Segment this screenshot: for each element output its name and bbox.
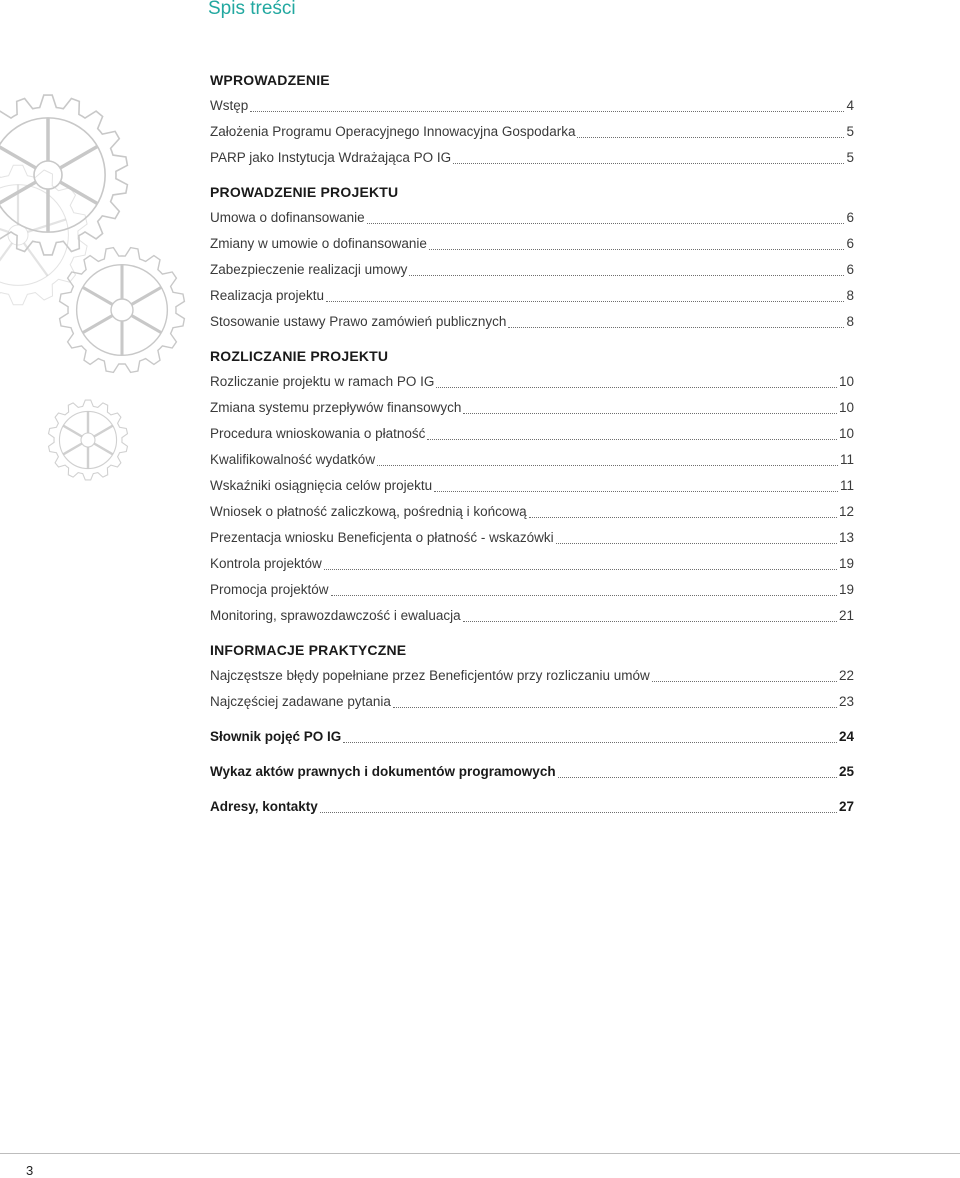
toc-entry-label: Promocja projektów [210,582,329,597]
toc-entry-page: 11 [839,452,854,467]
leader-dots [436,387,837,388]
leader-dots [463,621,837,622]
toc-entry[interactable] [210,372,854,398]
gear-icon [60,248,185,373]
toc-section [210,640,854,718]
leader-dots [367,223,845,224]
gear-icon [49,400,128,480]
toc-entry[interactable] [210,286,854,312]
toc-entry-label: Prezentacja wniosku Beneficjenta o płatność - wskazówki [210,530,554,545]
toc-entry-label: Założenia Programu Operacyjnego Innowacyjna Gospodarka [210,124,576,139]
leader-dots [652,681,837,682]
toc-entry-label: Kontrola projektów [210,556,322,571]
toc-entry-label: Umowa o dofinansowanie [210,210,365,225]
page-title: Spis treści [208,0,296,19]
footer-divider [0,1153,960,1154]
toc-entry-page: 13 [838,530,854,545]
toc-entry-page: 12 [838,504,854,519]
toc-entry[interactable] [210,122,854,148]
leader-dots [453,163,844,164]
toc-entry[interactable] [210,208,854,234]
toc-entry-page: 5 [846,124,854,139]
toc-entry[interactable] [210,692,854,718]
toc-entry-legal-acts[interactable] [210,762,854,788]
toc-entry-page: 27 [838,799,854,814]
toc-section [210,346,854,632]
leader-dots [427,439,837,440]
leader-dots [577,137,844,138]
leader-dots [343,742,837,743]
toc-entry[interactable] [210,260,854,286]
toc-entry-label: Realizacja projektu [210,288,325,303]
toc-entry-page: 25 [838,764,854,779]
toc-entry-page: 5 [846,150,854,165]
leader-dots [377,465,838,466]
section-heading: ROZLICZANIE PROJEKTU [210,348,389,364]
leader-dots [250,111,844,112]
leader-dots [558,777,837,778]
toc-entry-label: Stosowanie ustawy Prawo zamówień publicznych [210,314,507,329]
leader-dots [331,595,837,596]
toc-entry-page: 6 [846,262,854,277]
toc-entry-page: 4 [846,98,854,113]
toc-entry-label: Rozliczanie projektu w ramach PO IG [210,374,435,389]
toc-entry[interactable] [210,148,854,174]
toc-entry-label: Najczęściej zadawane pytania [210,694,391,709]
toc-section [210,70,854,174]
toc-entry-page: 10 [838,374,854,389]
toc-entry-page: 6 [846,236,854,251]
leader-dots [393,707,837,708]
section-heading: INFORMACJE PRAKTYCZNE [210,642,407,658]
leader-dots [326,301,844,302]
toc-entry-label: Zabezpieczenie realizacji umowy [210,262,408,277]
toc-entry-label: PARP jako Instytucja Wdrażająca PO IG [210,150,452,165]
leader-dots [409,275,844,276]
toc-entry-label: Kwalifikowalność wydatków [210,452,376,467]
toc-entry[interactable] [210,398,854,424]
toc-entry-label: Najczęstsze błędy popełniane przez Beneficjentów przy rozliczaniu umów [210,668,650,683]
table-of-contents [210,70,854,823]
toc-entry[interactable] [210,580,854,606]
toc-entry-label: Wykaz aktów prawnych i dokumentów programowych [210,764,556,779]
toc-entry[interactable] [210,312,854,338]
toc-entry-page: 22 [838,668,854,683]
toc-entry[interactable] [210,502,854,528]
toc-entry[interactable] [210,234,854,260]
toc-entry-label: Zmiany w umowie o dofinansowanie [210,236,427,251]
toc-entry-page: 21 [838,608,854,623]
toc-entry-page: 6 [846,210,854,225]
toc-entry-page: 10 [838,400,854,415]
section-heading: WPROWADZENIE [210,72,330,88]
toc-entry-page: 19 [838,556,854,571]
toc-section [210,182,854,338]
toc-entry-label: Słownik pojęć PO IG [210,729,342,744]
leader-dots [429,249,845,250]
gear-icon [0,95,127,255]
toc-entry[interactable] [210,450,854,476]
leader-dots [556,543,837,544]
toc-entry-page: 23 [838,694,854,709]
toc-entry-label: Wskaźniki osiągnięcia celów projektu [210,478,433,493]
toc-entry[interactable] [210,96,854,122]
leader-dots [529,517,837,518]
gear-icon [0,165,87,305]
toc-entry-label: Zmiana systemu przepływów finansowych [210,400,462,415]
toc-entry-label: Procedura wnioskowania o płatność [210,426,426,441]
toc-entry-page: 8 [846,288,854,303]
leader-dots [324,569,837,570]
leader-dots [320,812,837,813]
toc-entry-page: 8 [846,314,854,329]
toc-entry-page: 11 [839,478,854,493]
toc-entry-glossary[interactable] [210,727,854,753]
toc-entry-page: 19 [838,582,854,597]
toc-entry-label: Wniosek o płatność zaliczkową, pośrednią i końcową [210,504,527,519]
leader-dots [508,327,844,328]
page-number: 3 [26,1163,34,1178]
toc-entry[interactable] [210,424,854,450]
toc-entry-page: 10 [838,426,854,441]
toc-entry[interactable] [210,554,854,580]
leader-dots [434,491,838,492]
section-heading: PROWADZENIE PROJEKTU [210,184,399,200]
leader-dots [463,413,837,414]
toc-entry-label: Wstęp [210,98,249,113]
toc-entry[interactable] [210,476,854,502]
toc-entry-page: 24 [838,729,854,744]
toc-entry-contacts[interactable] [210,797,854,823]
toc-entry-label: Monitoring, sprawozdawczość i ewaluacja [210,608,461,623]
toc-entry[interactable] [210,666,854,692]
toc-entry-label: Adresy, kontakty [210,799,318,814]
toc-entry[interactable] [210,528,854,554]
toc-entry[interactable] [210,606,854,632]
